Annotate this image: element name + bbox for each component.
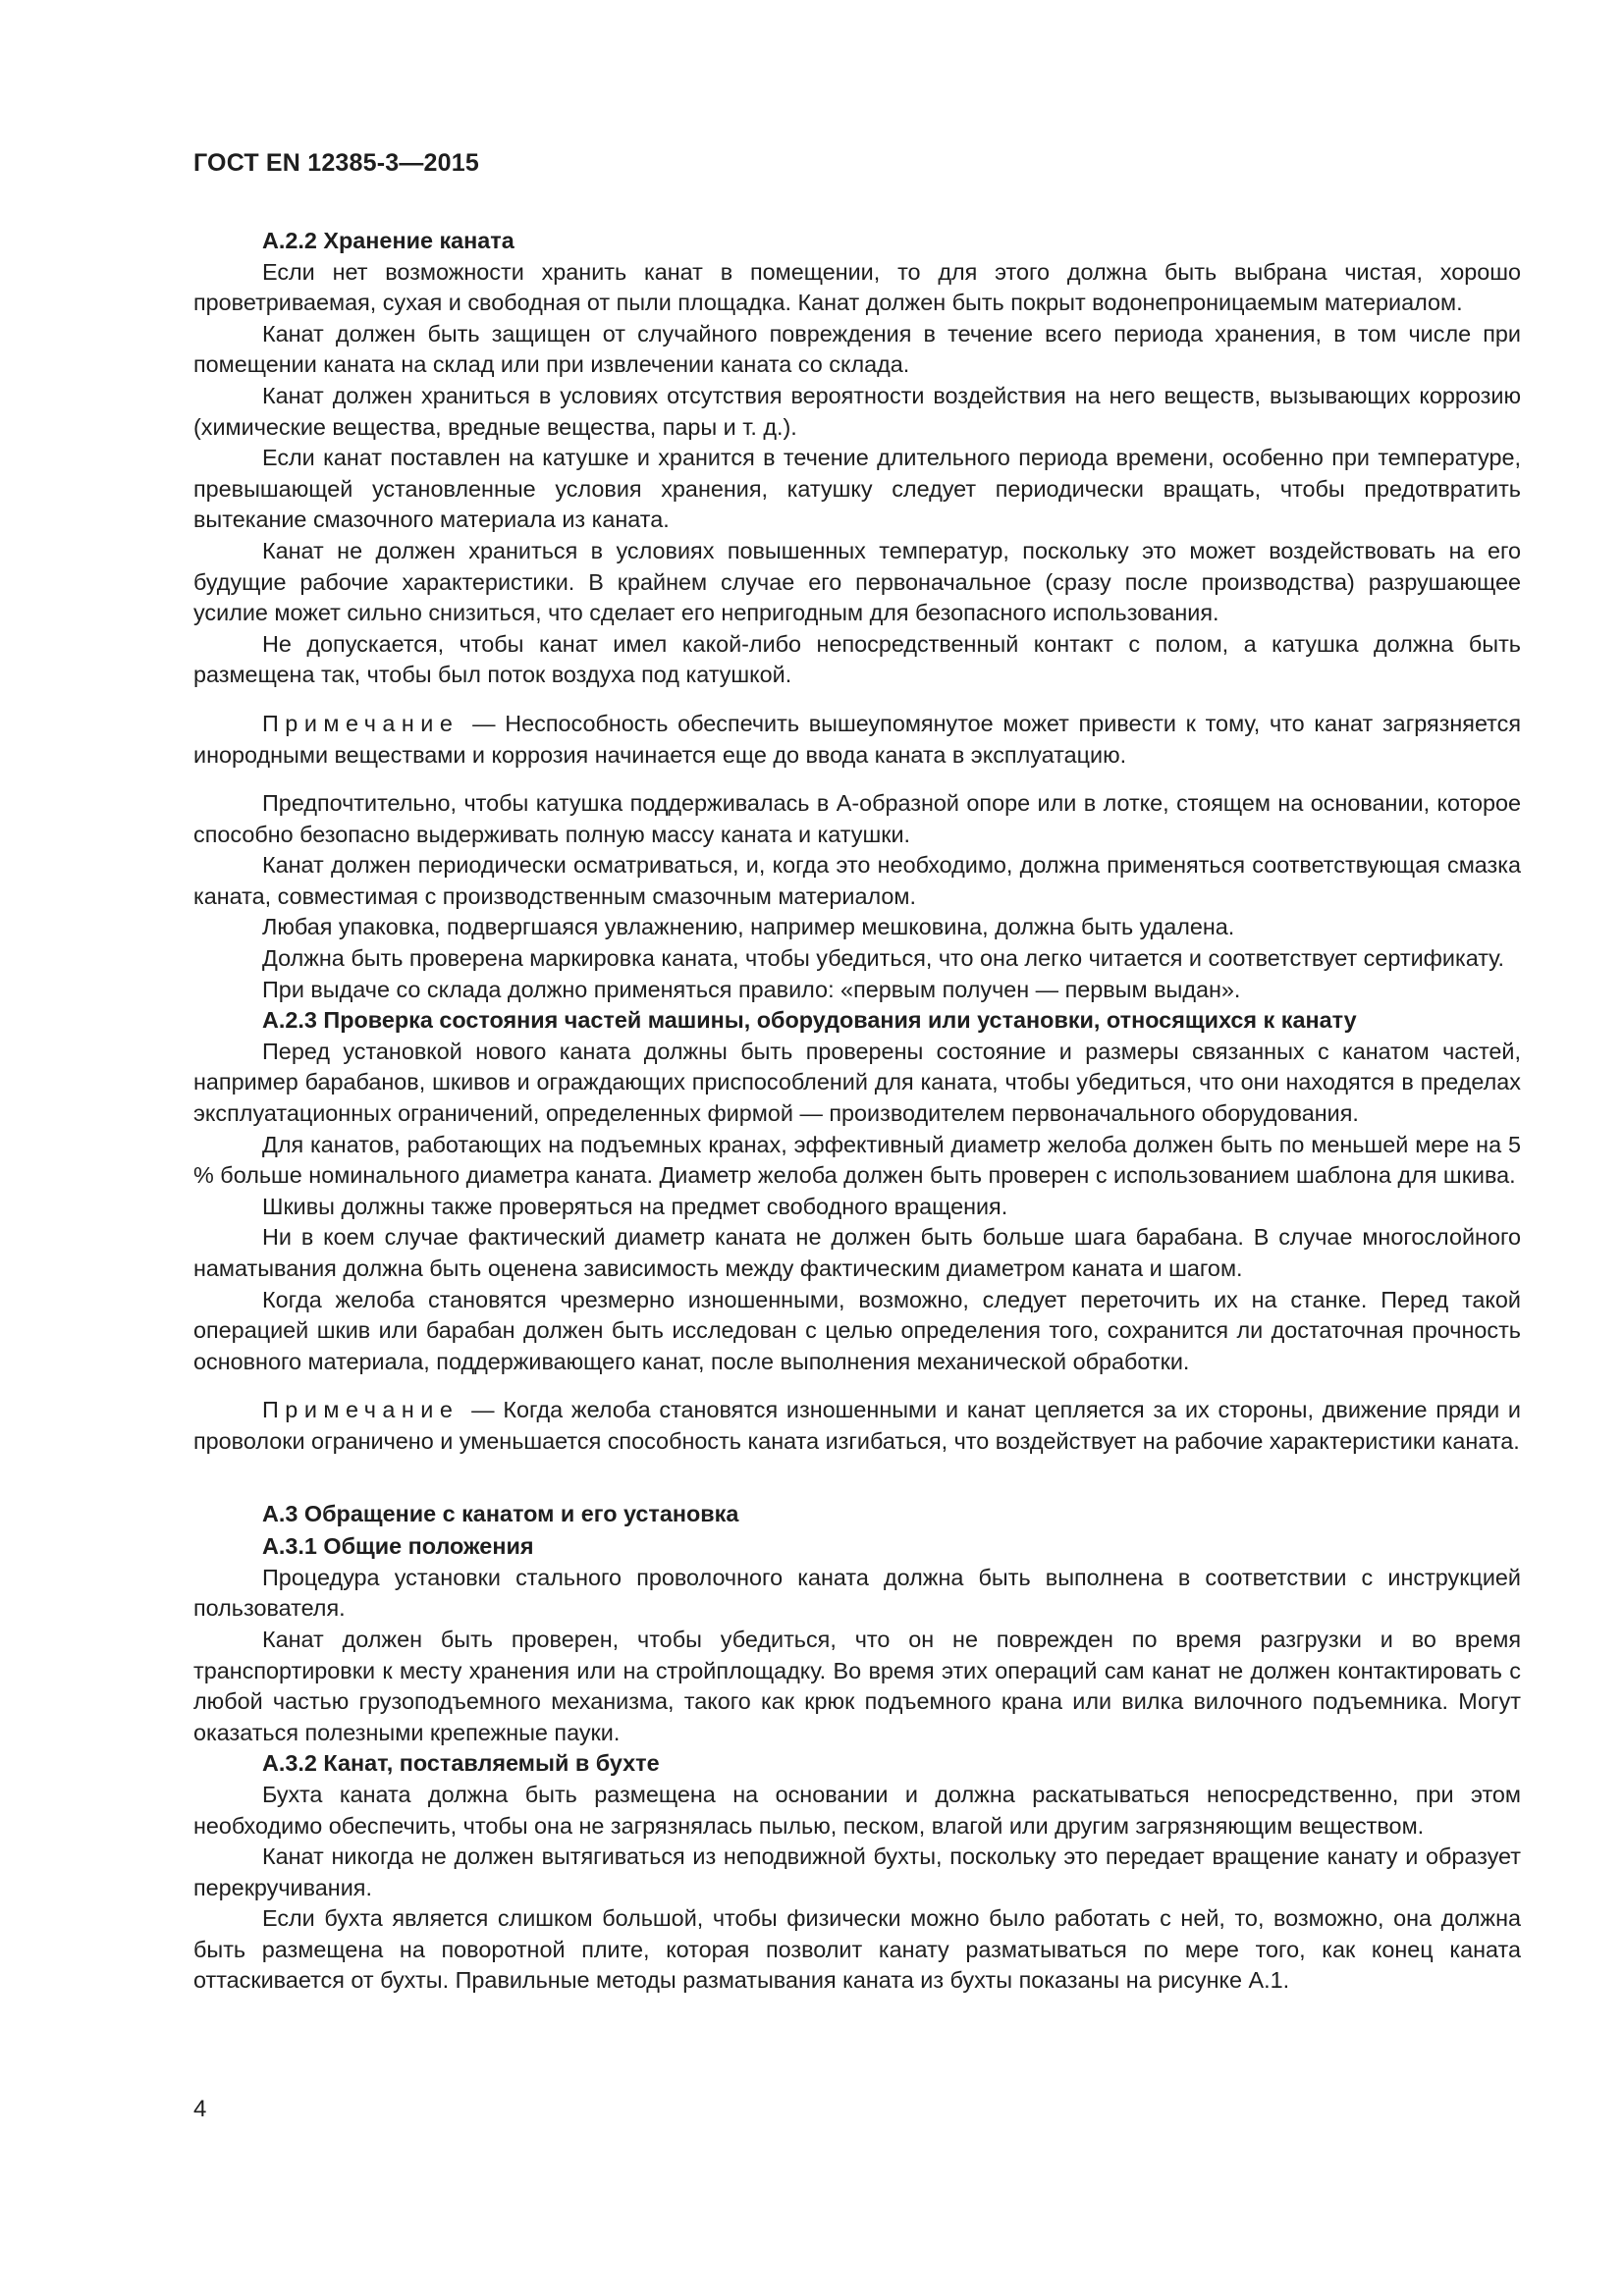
section-heading-a31: А.3.1 Общие положения <box>262 1533 534 1560</box>
paragraph: Канат никогда не должен вытягиваться из неподвижной бухты, поскольку это передает вращение канату и образует перекручивания. <box>193 1843 1521 1900</box>
section-heading-a3: А.3 Обращение с канатом и его установка <box>262 1500 739 1526</box>
page-number: 4 <box>193 2096 207 2122</box>
paragraph: Любая упаковка, подвергшаяся увлажнению, например мешковина, должна быть удалена. <box>262 914 1235 940</box>
paragraph: Канат должен быть защищен от случайного повреждения в течение всего периода хранения, в том числе при помещении каната на склад или при извлечении каната со склада. <box>193 320 1521 378</box>
paragraph: Бухта каната должна быть размещена на основании и должна раскатываться непосредственно, при этом необходимо обеспечить, чтобы она не загрязнялась пылью, песком, влагой или другим загрязняющим веществом. <box>193 1781 1521 1839</box>
paragraph: Предпочтительно, чтобы катушка поддерживалась в А-образной опоре или в лотке, стоящем на основании, которое способно безопасно выдерживать полную массу каната и катушки. <box>193 790 1521 847</box>
note-a23 <box>193 1395 1521 1457</box>
paragraph: Канат должен быть проверен, чтобы убедиться, что он не поврежден по время разгрузки и во время транспортировки к месту хранения или на стройплощадку. Во время этих операций сам канат не должен контактировать с любой частью грузоподъемного механизма, такого как крюк подъемного крана или вилка вилочного подъемника. Могут оказаться полезными крепежные пауки. <box>193 1626 1521 1745</box>
paragraph: Если канат поставлен на катушке и хранится в течение длительного периода времени, особенно при температуре, превышающей установленные условия хранения, катушку следует периодически вращать, чтобы предотвратить вытекание смазочного материала из каната. <box>193 445 1521 533</box>
paragraph: Канат не должен храниться в условиях повышенных температур, поскольку это может воздействовать на его будущие рабочие характеристики. В крайнем случае его первоначальное (сразу после производства) разрушающее усилие может сильно снизиться, что сделает его непригодным для безопасного использования. <box>193 537 1521 626</box>
note-text: — Когда желоба становятся изношенными и канат цепляется за их стороны, движение пряди и проволоки ограничено и уменьшается способность каната изгибаться, что воздействует на рабочие характеристики каната. <box>193 1397 1521 1454</box>
paragraph: Перед установкой нового каната должны быть проверены состояние и размеры связанных с канатом частей, например барабанов, шкивов и ограждающих приспособлений для каната, чтобы убедиться, что они находятся в пределах эксплуатационных ограничений, определенных фирмой — производителем первоначального оборудования. <box>193 1038 1521 1127</box>
note-label: Примечание <box>262 710 460 736</box>
paragraph: Если нет возможности хранить канат в помещении, то для этого должна быть выбрана чистая, хорошо проветриваемая, сухая и свободная от пыли площадка. Канат должен быть покрыт водонепроницаемым материалом. <box>193 258 1521 316</box>
section-heading-a32: А.3.2 Канат, поставляемый в бухте <box>262 1750 660 1777</box>
paragraph: При выдаче со склада должно применяться правило: «первым получен — первым выдан». <box>262 976 1241 1002</box>
paragraph: Не допускается, чтобы канат имел какой-либо непосредственный контакт с полом, а катушка должна быть размещена так, чтобы был поток воздуха под катушкой. <box>193 630 1521 688</box>
document-code-header: ГОСТ EN 12385-3—2015 <box>193 149 479 177</box>
document-body <box>193 226 1521 1997</box>
paragraph: Для канатов, работающих на подъемных кранах, эффективный диаметр желоба должен быть по меньшей мере на 5 % больше номинального диаметра каната. Диаметр желоба должен быть проверен с использованием шаблона для шкива. <box>193 1131 1521 1189</box>
section-heading-a23: А.2.3 Проверка состояния частей машины, оборудования или установки, относящихся к канату <box>262 1007 1357 1034</box>
paragraph: Должна быть проверена маркировка каната, чтобы убедиться, что она легко читается и соответствует сертификату. <box>262 945 1505 972</box>
paragraph: Канат должен периодически осматриваться, и, когда это необходимо, должна применяться соответствующая смазка каната, совместимая с производственным смазочным материалом. <box>193 852 1521 909</box>
paragraph: Ни в коем случае фактический диаметр каната не должен быть больше шага барабана. В случае многослойного наматывания должна быть оценена зависимость между фактическим диаметром каната и шагом. <box>193 1224 1521 1281</box>
note-text: — Неспособность обеспечить вышеупомянутое может привести к тому, что канат загрязняется инородными веществами и коррозия начинается еще до ввода каната в эксплуатацию. <box>193 710 1521 768</box>
paragraph: Процедура установки стального проволочного каната должна быть выполнена в соответствии с инструкцией пользователя. <box>193 1564 1521 1622</box>
paragraph: Если бухта является слишком большой, чтобы физически можно было работать с ней, то, возможно, она должна быть размещена на поворотной плите, которая позволит канату разматываться по мере того, как конец каната оттаскивается от бухты. Правильные методы разматывания каната из бухты показаны на рисунке А.1. <box>193 1905 1521 1994</box>
section-heading-a22: А.2.2 Хранение каната <box>262 228 514 253</box>
note-a22 <box>193 709 1521 771</box>
paragraph: Канат должен храниться в условиях отсутствия вероятности воздействия на него веществ, вызывающих коррозию (химические вещества, вредные вещества, пары и т. д.). <box>193 382 1521 440</box>
paragraph: Когда желоба становятся чрезмерно изношенными, возможно, следует переточить их на станке. Перед такой операцией шкив или барабан должен быть исследован с целью определения того, сохранится ли достаточная прочность основного материала, поддерживающего канат, после выполнения механической обработки. <box>193 1286 1521 1374</box>
note-label: Примечание <box>262 1397 460 1423</box>
paragraph: Шкивы должны также проверяться на предмет свободного вращения. <box>262 1193 1008 1219</box>
